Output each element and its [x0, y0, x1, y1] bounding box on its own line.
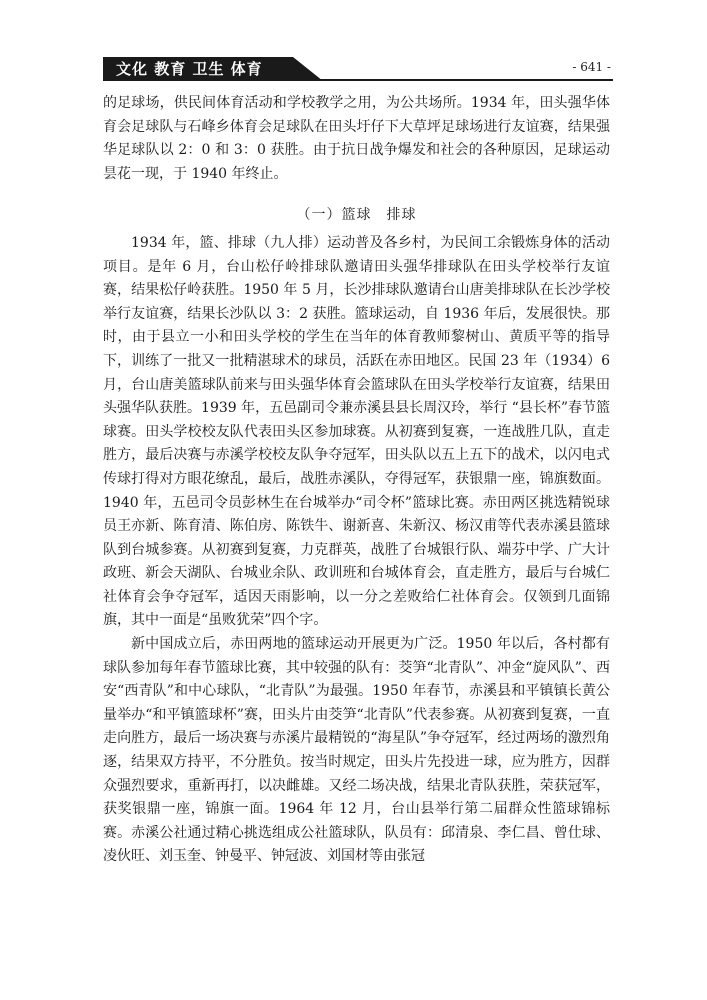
section-heading: （一）篮球 排球	[296, 207, 417, 224]
header-rule	[103, 79, 613, 81]
page-number: - 641 -	[572, 60, 611, 74]
header-title: 文化 教育 卫生 体育	[116, 60, 263, 78]
paragraph: 1934 年，篮、排球（九人排）运动普及各乡村，为民间工余锻炼身体的活动项目。是年 6 月，台山松仔岭排球队邀请田头强华排球队在田头学校举行友谊赛，结果松仔岭获胜。1950 年 5 月，长沙排球队邀请台山唐美排球队在长沙学校举行友谊赛，结果长沙队以 3：2 获胜。篮球运动，自 1936 年后，发展很快。那时，由于县立一小和田头学校的学生在当年的体育教师黎树山、黄质平等的指导下，训练了一批又一批精湛球术的球员，活跃在赤田地区。民国 23 年（1934）6 月，台山唐美篮球队前来与田头强华体育会篮球队在田头学校举行友谊赛，结果田头强华队获胜。1939 年，五邑副司令兼赤溪县县长周汉玲，举行 “县长杯”春节篮球赛。田头学校校友队代表田头区参加球赛。从初赛到复赛，一连战胜几队，直走胜方，最后决赛与赤溪学校校友队争夺冠军，田头队以五上五下的战术，以闪电式传球打得对方眼花缭乱，最后，战胜赤溪队，夺得冠军，获银鼎一座，锦旗数面。1940 年，五邑司令员彭林生在台城举办“司令杯”篮球比赛。赤田两区挑选精锐球员王亦新、陈育清、陈伯房、陈铁牛、谢新喜、朱新汉、杨汉甫等代表赤溪县篮球队到台城参赛。从初赛到复赛，力克群英，战胜了台城银行队、端芬中学、广大计政班、新会天湖队、台城业余队、政训班和台城体育会，直走胜方，最后与台城仁社体育会争夺冠军，适因天雨影响，以一分之差败给仁社体育会。仅领到几面锦旗，其中一面是“虽败犹荣”四个字。	[103, 234, 610, 629]
paragraph: 新中国成立后，赤田两地的篮球运动开展更为广泛。1950 年以后，各村都有球队参加每年春节篮球比赛，其中较强的队有：茭笋“北青队”、冲金“旋风队”、西安“西青队”和中心球队，“北青队”为最强。1950 年春节，赤溪县和平镇镇长黄公量举办“和平镇篮球杯”赛，田头片由茭笋“北青队”代表参赛。从初赛到复赛，一直走向胜方，最后一场决赛与赤溪片最精锐的“海星队”争夺冠军，经过两场的激烈角逐，结果双方持平，不分胜负。按当时规定，田头片先投进一球，应为胜方，因群众强烈要求，重新再打，以决雌雄。又经二场决战，结果北青队获胜，荣获冠军，获奖银鼎一座，锦旗一面。1964 年 12 月，台山县举行第二届群众性篮球锦标赛。赤溪公社通过精心挑选组成公社篮球队，队员有：邱清泉、李仁昌、曾仕球、凌伙旺、刘玉奎、钟曼平、钟冠波、刘国材等由张冠	[103, 636, 610, 865]
running-header	[0, 57, 707, 81]
page-body	[103, 92, 610, 869]
paragraph-continued: 的足球场，供民间体育活动和学校教学之用，为公共场所。1934 年，田头强华体育会足球队与石峰乡体育会足球队在田头圩仔下大草坪足球场进行友谊赛，结果强华足球队以 2：0 和 3：0 获胜。由于抗日战争爆发和社会的各种原因，足球运动昙花一现，于 1940 年终止。	[103, 95, 610, 182]
